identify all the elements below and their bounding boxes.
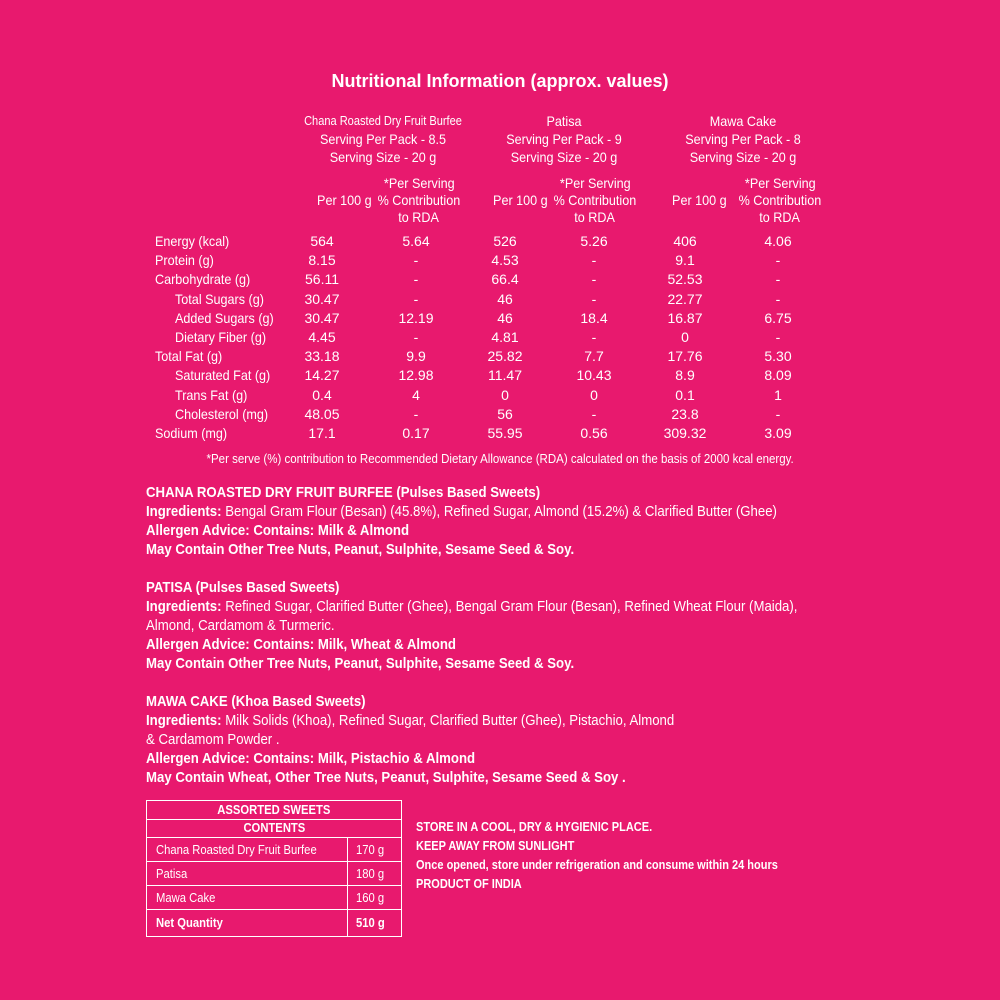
nutrient-value: 1 (774, 386, 782, 403)
nutrition-row (0, 406, 1000, 425)
may-contain: May Contain Other Tree Nuts, Peanut, Sulphite, Sesame Seed & Soy. (146, 541, 575, 558)
product-header-burfee (283, 112, 483, 166)
col-header-rda-3: *Per Serving % Contribution to RDA (738, 175, 822, 225)
nutrient-label: Saturated Fat (g) (175, 367, 271, 384)
col-header-rda-2: *Per Serving % Contribution to RDA (553, 175, 637, 225)
may-contain: May Contain Other Tree Nuts, Peanut, Sulphite, Sesame Seed & Soy. (146, 655, 575, 672)
net-quantity-label: Net Quantity (156, 916, 223, 930)
nutrient-value: 7.7 (584, 348, 604, 365)
serving-size: Serving Size - 20 g (329, 149, 437, 165)
nutrient-value: 66.4 (491, 271, 519, 288)
nutrient-value: 5.64 (402, 233, 430, 249)
col-header-per100-3: Per 100 g (671, 192, 727, 208)
nutrient-value: 23.8 (671, 405, 699, 422)
nutrient-value: 56.11 (305, 271, 339, 288)
contents-row (147, 838, 401, 862)
nutrient-value: - (775, 405, 781, 422)
nutrient-value: 56 (497, 405, 513, 422)
product-detail-name: CHANA ROASTED DRY FRUIT BURFEE (146, 484, 393, 501)
nutrient-value: 4 (412, 386, 420, 403)
nutrition-row (0, 233, 1000, 252)
nutrient-value: 0 (501, 386, 509, 403)
storage-line: STORE IN A COOL, DRY & HYGIENIC PLACE. (416, 820, 653, 834)
product-details-mawa-cake (146, 692, 746, 787)
contents-item-qty: 180 g (356, 866, 385, 881)
product-detail-name: PATISA (146, 579, 192, 596)
contents-box-title-row (147, 801, 401, 820)
product-details-patisa (146, 578, 886, 673)
nutrition-row (0, 348, 1000, 367)
nutrient-value: 0 (681, 329, 689, 345)
ingredients-label: Ingredients: (146, 712, 222, 729)
nutrient-value: - (591, 252, 597, 269)
nutrient-value: 16.87 (667, 309, 703, 326)
contents-row (147, 862, 401, 886)
nutrient-value: 55.95 (487, 425, 523, 441)
allergen-advice: Allergen Advice: Contains: Milk, Pistachio & Almond (146, 750, 476, 767)
product-detail-category: (Pulses Based Sweets) (191, 579, 340, 596)
ingredients-label: Ingredients: (146, 503, 222, 520)
nutrient-value: 406 (673, 233, 697, 249)
nutrient-value: 5.26 (580, 233, 608, 249)
nutrient-value: 0 (590, 386, 598, 403)
ingredients-text: Milk Solids (Khoa), Refined Sugar, Clarified Butter (Ghee), Pistachio, Almond (221, 712, 675, 729)
nutrition-row (0, 387, 1000, 406)
product-detail-category: (Khoa Based Sweets) (227, 693, 366, 710)
nutrient-value: 309.32 (663, 425, 707, 441)
nutrient-value: 0.4 (312, 386, 332, 403)
nutrient-value: - (591, 271, 597, 288)
nutrient-value: - (413, 290, 419, 307)
nutrient-value: 52.53 (667, 271, 703, 288)
ingredients-text-cont: Almond, Cardamom & Turmeric. (146, 617, 335, 634)
serving-size: Serving Size - 20 g (689, 149, 797, 165)
nutrient-label: Total Sugars (g) (175, 290, 264, 307)
contents-item-name: Chana Roasted Dry Fruit Burfee (156, 842, 317, 857)
product-header-mawa-cake (643, 112, 843, 166)
nutrient-value: 12.98 (398, 367, 434, 384)
contents-item-name: Patisa (156, 866, 188, 881)
nutrient-value: 4.53 (491, 252, 519, 269)
nutrient-value: 8.09 (764, 367, 792, 384)
nutrient-value: 4.06 (764, 233, 792, 249)
nutrient-label: Dietary Fiber (g) (175, 329, 267, 345)
nutrient-label: Carbohydrate (g) (155, 271, 251, 288)
product-name: Patisa (546, 113, 582, 129)
storage-instructions (416, 818, 827, 894)
nutrient-value: 33.18 (304, 348, 340, 365)
contents-box-title: ASSORTED SWEETS (217, 803, 331, 817)
nutrient-value: 526 (493, 233, 517, 249)
nutrient-label: Energy (kcal) (155, 233, 230, 249)
product-detail-name: MAWA CAKE (146, 693, 228, 710)
ingredients-label: Ingredients: (146, 598, 222, 615)
col-header-rda-1: *Per Serving % Contribution to RDA (377, 175, 461, 225)
net-quantity-value: 510 g (356, 916, 385, 930)
nutrient-value: - (413, 405, 419, 422)
nutrient-label: Added Sugars (g) (175, 309, 274, 326)
nutrition-row (0, 329, 1000, 348)
column-divider (347, 838, 348, 861)
nutrient-value: 17.76 (667, 348, 703, 365)
nutrient-value: 0.17 (402, 425, 430, 441)
nutrient-value: 30.47 (304, 309, 340, 326)
nutrient-label: Total Fat (g) (155, 348, 223, 365)
nutrient-value: 48.05 (304, 405, 340, 422)
nutrient-value: - (413, 271, 419, 288)
col-header-per100-1: Per 100 g (316, 192, 372, 208)
contents-box-subtitle: CONTENTS (243, 821, 305, 835)
nutrient-value: 30.47 (304, 290, 340, 307)
contents-total-row (147, 910, 401, 936)
ingredients-text: Bengal Gram Flour (Besan) (45.8%), Refined Sugar, Almond (15.2%) & Clarified Butter (Ghee) (221, 503, 777, 520)
contents-item-name: Mawa Cake (156, 890, 216, 905)
product-name: Mawa Cake (709, 113, 777, 129)
nutrient-value: - (591, 405, 597, 422)
nutrient-value: 14.27 (304, 367, 340, 384)
nutrition-title: Nutritional Information (approx. values) (331, 71, 669, 91)
nutrient-label: Protein (g) (155, 252, 214, 269)
nutrient-value: 25.82 (487, 348, 523, 365)
contents-item-qty: 160 g (356, 890, 385, 905)
nutrient-label: Cholesterol (mg) (175, 405, 269, 422)
storage-line: PRODUCT OF INDIA (416, 877, 522, 891)
serving-per-pack: Serving Per Pack - 8.5 (319, 131, 447, 147)
nutrition-row (0, 291, 1000, 310)
nutrient-value: - (591, 290, 597, 307)
nutrient-value: - (775, 329, 781, 345)
allergen-advice: Allergen Advice: Contains: Milk & Almond (146, 522, 410, 539)
column-divider (347, 910, 348, 936)
nutrient-value: - (775, 252, 781, 269)
nutrition-row (0, 310, 1000, 329)
nutrient-value: 12.19 (398, 309, 434, 326)
ingredients-text-cont: & Cardamom Powder . (146, 731, 280, 748)
nutrient-value: 0.1 (675, 386, 695, 403)
serving-size: Serving Size - 20 g (510, 149, 618, 165)
nutrient-value: 564 (310, 233, 334, 249)
nutrient-value: 9.9 (406, 348, 426, 365)
nutrient-value: 8.15 (308, 252, 336, 269)
serving-per-pack: Serving Per Pack - 9 (506, 131, 622, 147)
product-name: Chana Roasted Dry Fruit Burfee (304, 113, 462, 128)
rda-footnote: *Per serve (%) contribution to Recommended Dietary Allowance (RDA) calculated on the basis of 2000 kcal energy. (206, 452, 794, 466)
nutrient-value: 4.81 (491, 329, 519, 345)
product-details-burfee (146, 483, 863, 559)
product-header-patisa (464, 112, 664, 166)
nutrition-row (0, 271, 1000, 290)
nutrient-value: 17.1 (308, 425, 336, 441)
ingredients-text: Refined Sugar, Clarified Butter (Ghee), Bengal Gram Flour (Besan), Refined Wheat Flour (Maida), (221, 598, 798, 615)
col-header-per100-2: Per 100 g (492, 192, 548, 208)
nutrient-value: - (775, 271, 781, 288)
nutrient-value: 11.47 (488, 367, 522, 384)
nutrient-value: 3.09 (764, 425, 792, 441)
nutrient-value: 5.30 (764, 348, 792, 365)
nutrient-value: - (413, 252, 419, 269)
serving-per-pack: Serving Per Pack - 8 (685, 131, 801, 147)
nutrition-row (0, 252, 1000, 271)
nutrient-label: Trans Fat (g) (175, 386, 248, 403)
storage-line: Once opened, store under refrigeration and consume within 24 hours (416, 858, 778, 872)
nutrient-value: 9.1 (675, 252, 695, 269)
nutrient-label: Sodium (mg) (155, 425, 228, 441)
nutrient-value: 22.77 (667, 290, 703, 307)
nutrient-value: - (775, 290, 781, 307)
nutrient-value: - (413, 329, 419, 345)
product-detail-category: (Pulses Based Sweets) (392, 484, 541, 501)
nutrient-value: 0.56 (580, 425, 608, 441)
nutrition-row (0, 425, 1000, 444)
contents-box-subtitle-row (147, 819, 401, 838)
contents-box (146, 800, 402, 937)
may-contain: May Contain Wheat, Other Tree Nuts, Peanut, Sulphite, Sesame Seed & Soy . (146, 769, 626, 786)
storage-line: KEEP AWAY FROM SUNLIGHT (416, 839, 575, 853)
nutrient-value: 46 (497, 309, 513, 326)
nutrient-value: 46 (497, 290, 513, 307)
nutrient-value: 4.45 (308, 329, 336, 345)
nutrient-value: - (591, 329, 597, 345)
nutrient-value: 18.4 (580, 309, 608, 326)
nutrient-value: 8.9 (675, 367, 695, 384)
nutrient-value: 6.75 (764, 309, 792, 326)
contents-item-qty: 170 g (356, 842, 385, 857)
allergen-advice: Allergen Advice: Contains: Milk, Wheat & Almond (146, 636, 456, 653)
nutrition-row (0, 367, 1000, 386)
contents-row (147, 886, 401, 910)
nutrient-value: 10.43 (576, 367, 612, 384)
column-divider (347, 862, 348, 885)
column-divider (347, 886, 348, 909)
